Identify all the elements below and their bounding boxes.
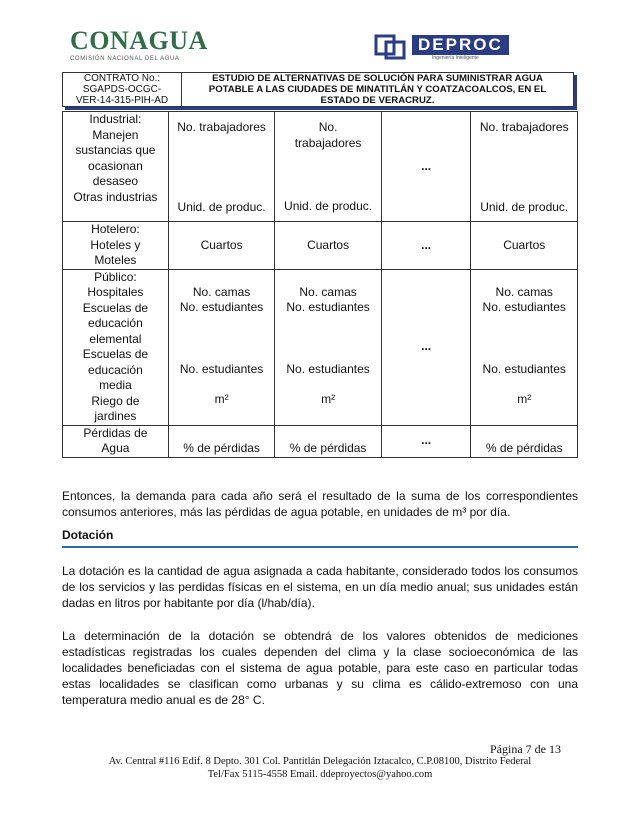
conagua-logo-name: CONAGUA xyxy=(70,26,208,55)
table-cell xyxy=(471,269,578,425)
cell-text: Cuartos xyxy=(200,237,243,252)
cell-text: % de pérdidas xyxy=(485,441,563,455)
cell-text: No. estudiantes xyxy=(179,361,264,376)
cell-text: % de pérdidas xyxy=(289,441,367,455)
footer-address xyxy=(60,755,580,781)
study-title-line: ESTADO DE VERACRUZ. xyxy=(320,95,435,106)
cell-text: Manejen xyxy=(92,127,139,142)
cell-text: Cuartos xyxy=(503,237,546,252)
cell-text: No. trabajadores xyxy=(479,120,569,134)
cell-text: No. camas xyxy=(192,284,251,299)
document-header xyxy=(62,72,574,107)
cell-text: ocasionan xyxy=(88,158,143,173)
cell-text: No. xyxy=(318,120,338,134)
cell-text: Hoteles y xyxy=(90,237,141,252)
paragraph-dotacion-determination: La determinación de la dotación se obtendrá de los valores obtenidos de mediciones estadísticas registradas los cuales dependen del clima y la clase socioeconómica de las localidades beneficiadas con el sistema de agua potable, para este caso en particular todas estas localidades se clasifican como urbanas y su clima es cálido-extremoso con una temperatura medio anual es de 28° C. xyxy=(62,629,578,707)
cell-text: ... xyxy=(421,339,432,354)
deproc-mark-icon xyxy=(370,32,410,62)
table-cell xyxy=(381,425,471,457)
table-row xyxy=(63,425,578,457)
cell-text: No. trabajadores xyxy=(177,120,266,134)
table-row xyxy=(63,269,578,425)
cell-text: No. estudiantes xyxy=(286,300,370,314)
cell-text: elemental xyxy=(89,331,142,346)
footer-contact-line: Tel/Fax 5115-4558 Email. ddeproyectos@yahoo.com xyxy=(207,769,433,780)
section-title-dotacion: Dotación xyxy=(62,528,578,548)
page-number: Página 7 de 13 xyxy=(490,742,561,756)
deproc-logo-name: DEPROC xyxy=(412,35,509,55)
contract-line: VER-14-315-PIH-AD xyxy=(75,95,169,106)
cell-text: Hospitales xyxy=(87,285,144,299)
cell-text: No. estudiantes xyxy=(482,300,566,314)
consumption-table xyxy=(62,111,578,458)
paragraph-demand: Entonces, la demanda para cada año será el resultado de la suma de los correspondientes consumos anteriores, más las pérdidas de agua potable, en unidades de m³ por día. xyxy=(62,489,578,519)
cell-text: Otras industrias xyxy=(73,189,158,204)
contract-line: CONTRATO No.: xyxy=(83,73,161,84)
cell-text: Agua xyxy=(101,441,130,455)
cell-text: jardines xyxy=(94,409,137,423)
cell-text: Moteles xyxy=(94,253,137,267)
cell-text: Unid. de produc. xyxy=(284,199,373,213)
deproc-logo xyxy=(370,32,530,62)
cell-text: educación xyxy=(88,316,143,330)
category-cell xyxy=(63,222,169,270)
cell-text: m² xyxy=(214,392,229,406)
cell-text: No. camas xyxy=(495,284,553,299)
footer-address-line: Av. Central #116 Edif. 8 Depto. 301 Col. Pantitlán Delegación Iztacalco, C.P.08100, Distrito Federal xyxy=(108,756,532,767)
cell-text: Pérdidas de xyxy=(83,425,148,440)
cell-text: No. estudiantes xyxy=(179,300,264,314)
cell-text: Cuartos xyxy=(307,237,350,252)
study-title-line: POTABLE A LAS CIUDADES DE MINATITLÁN Y COATZACOALCOS, EN EL xyxy=(208,84,547,95)
table-row xyxy=(63,112,578,222)
cell-text: m² xyxy=(517,392,532,406)
cell-text: Hotelero: xyxy=(91,222,140,236)
cell-text: media xyxy=(99,378,132,392)
contract-number xyxy=(63,73,182,106)
cell-text: No. estudiantes xyxy=(482,361,566,376)
cell-text: Escuelas de xyxy=(82,300,149,315)
deproc-logo-tagline: Ingeniería Inteligente xyxy=(432,55,479,61)
cell-text: Unid. de produc. xyxy=(177,199,266,214)
study-title xyxy=(182,73,573,106)
table-cell xyxy=(471,222,578,270)
table-cell xyxy=(381,112,471,222)
table-cell xyxy=(275,112,382,222)
cell-text: Público: xyxy=(94,269,137,284)
cell-text: Escuelas de xyxy=(82,347,149,361)
cell-text: m² xyxy=(321,392,336,406)
conagua-logo xyxy=(62,22,212,64)
table-row xyxy=(63,222,578,270)
table-cell xyxy=(471,425,578,457)
table-cell xyxy=(471,112,578,222)
table-cell xyxy=(381,222,471,270)
table-cell xyxy=(168,112,275,222)
table-cell xyxy=(168,222,275,270)
table-cell xyxy=(275,425,382,457)
category-cell xyxy=(63,269,169,425)
cell-text: educación xyxy=(88,362,143,377)
contract-line: SGAPDS-OCGC- xyxy=(82,84,162,95)
paragraph-dotacion-definition: La dotación es la cantidad de agua asignada a cada habitante, considerado todos los consumos de los servicios y las perdidas físicas en el sistema, en un día medio anual; sus unidades están dadas en litros por habitante por día (l/hab/día). xyxy=(62,564,578,610)
cell-text: trabajadores xyxy=(294,135,362,150)
cell-text: No. estudiantes xyxy=(286,361,370,376)
table-cell xyxy=(168,425,275,457)
header-logos xyxy=(0,0,638,68)
category-cell xyxy=(63,425,169,457)
cell-text: ... xyxy=(421,158,432,173)
conagua-logo-tagline: COMISIÓN NACIONAL DEL AGUA xyxy=(70,56,180,62)
cell-text: No. camas xyxy=(299,284,357,299)
table-cell xyxy=(275,269,382,425)
table-cell xyxy=(168,269,275,425)
table-cell xyxy=(381,269,471,425)
cell-text: ... xyxy=(421,237,432,252)
cell-text: desaseo xyxy=(92,174,139,188)
table-cell xyxy=(275,222,382,270)
category-cell xyxy=(63,112,169,222)
study-title-line: ESTUDIO DE ALTERNATIVAS DE SOLUCIÓN PARA SUMINISTRAR AGUA xyxy=(212,73,543,84)
cell-text: % de pérdidas xyxy=(183,441,260,455)
cell-text: Unid. de produc. xyxy=(480,199,569,214)
cell-text: ... xyxy=(421,433,432,448)
cell-text: sustancias que xyxy=(75,143,156,157)
cell-text: Riego de xyxy=(91,393,140,408)
cell-text: Industrial: xyxy=(89,112,142,126)
